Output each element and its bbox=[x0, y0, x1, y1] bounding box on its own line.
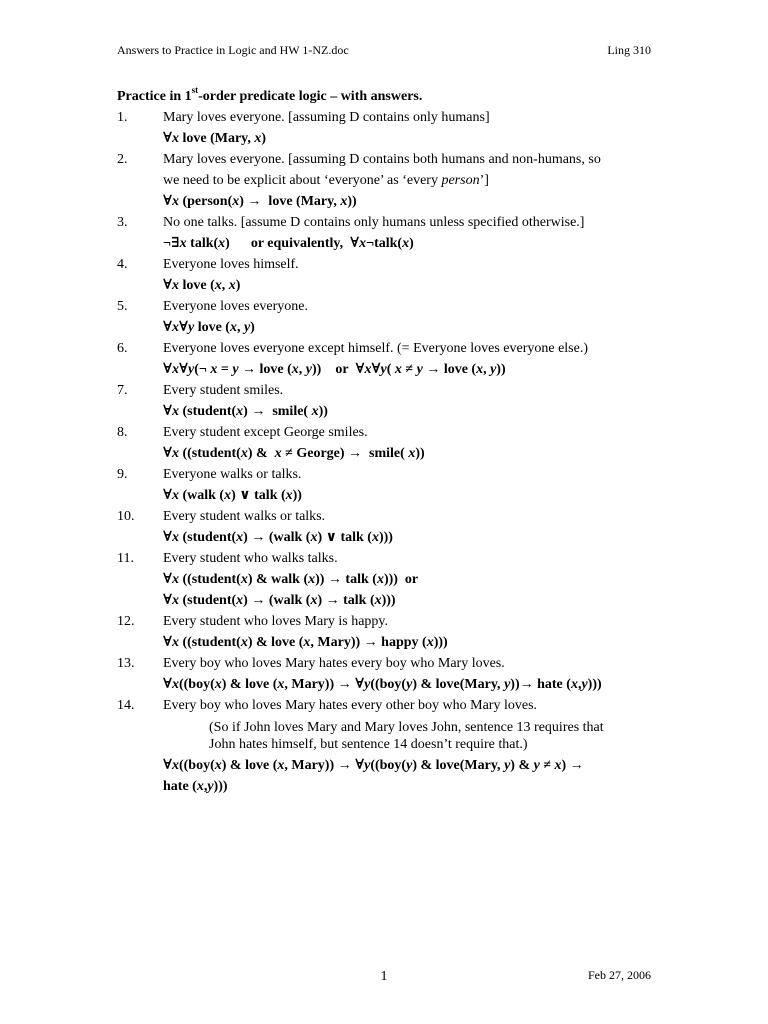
sentence: Every boy who loves Mary hates every boy who Mary loves. bbox=[163, 656, 505, 671]
item-number: 1. bbox=[117, 110, 128, 125]
formula: ∀x((boy(x) & love (x, Mary)) → ∀y((boy(y) & love(Mary, y) & y ≠ x) → bbox=[163, 758, 584, 773]
item-number: 12. bbox=[117, 614, 135, 629]
exercise-6 bbox=[117, 338, 657, 380]
sentence: Every student who walks talks. bbox=[163, 551, 338, 566]
formula: ∀x (student(x) → smile( x)) bbox=[163, 404, 328, 419]
formula: ∀x love (Mary, x) bbox=[163, 131, 267, 146]
formula: ∀x∀y(¬ x = y → love (x, y)) or ∀x∀y( x ≠ y → love (x, y)) bbox=[163, 362, 506, 377]
exercise-2 bbox=[117, 149, 657, 212]
exercise-4 bbox=[117, 254, 657, 296]
exercise-13 bbox=[117, 653, 657, 695]
sentence: Mary loves everyone. [assuming D contains only humans] bbox=[163, 110, 490, 125]
exercise-8 bbox=[117, 422, 657, 464]
item-number: 10. bbox=[117, 509, 135, 524]
sentence: Mary loves everyone. [assuming D contains both humans and non-humans, so bbox=[163, 152, 601, 167]
page-title: Practice in 1st-order predicate logic – with answers. bbox=[117, 85, 423, 104]
formula: ¬∃x talk(x) or equivalently, ∀x¬talk(x) bbox=[163, 236, 414, 251]
exercise-5 bbox=[117, 296, 657, 338]
formula: ∀x ((student(x) & walk (x)) → talk (x))) or bbox=[163, 572, 419, 587]
document-date: Feb 27, 2006 bbox=[588, 968, 651, 982]
document-filename: Answers to Practice in Logic and HW 1-NZ.doc bbox=[117, 43, 349, 57]
exercise-10 bbox=[117, 506, 657, 548]
sentence: Every boy who loves Mary hates every other boy who Mary loves. bbox=[163, 698, 538, 713]
sentence: Everyone loves everyone. bbox=[163, 299, 308, 314]
item-number: 7. bbox=[117, 383, 128, 398]
sentence: Every student except George smiles. bbox=[163, 425, 368, 440]
course-code: Ling 310 bbox=[607, 43, 651, 57]
formula-alternative: ∀x (student(x) → (walk (x) → talk (x))) bbox=[163, 593, 396, 608]
item-number: 3. bbox=[117, 215, 128, 230]
item-number: 6. bbox=[117, 341, 128, 356]
explanatory-note: (So if John loves Mary and Mary loves John, sentence 13 requires that John hates himself, but sentence 14 doesn’t require that.) bbox=[209, 720, 604, 752]
item-number: 14. bbox=[117, 698, 135, 713]
item-number: 4. bbox=[117, 257, 128, 272]
formula-continued: hate (x,y))) bbox=[163, 779, 228, 794]
sentence: Every student smiles. bbox=[163, 383, 284, 398]
sentence: Every student who loves Mary is happy. bbox=[163, 614, 388, 629]
sentence-continued: we need to be explicit about ‘everyone’ as ‘every person’] bbox=[163, 173, 489, 188]
formula: ∀x (person(x) → love (Mary, x)) bbox=[163, 194, 357, 209]
page-number: 1 bbox=[380, 969, 388, 984]
exercise-12 bbox=[117, 611, 657, 653]
sentence: Everyone loves everyone except himself. (= Everyone loves everyone else.) bbox=[163, 341, 589, 356]
item-number: 5. bbox=[117, 299, 128, 314]
formula: ∀x ((student(x) & x ≠ George) → smile( x)) bbox=[163, 446, 425, 461]
document-body bbox=[117, 86, 657, 797]
formula: ∀x ((student(x) & love (x, Mary)) → happy (x))) bbox=[163, 635, 448, 650]
page-header bbox=[117, 43, 651, 58]
exercise-3 bbox=[117, 212, 657, 254]
exercise-1 bbox=[117, 107, 657, 149]
item-number: 13. bbox=[117, 656, 135, 671]
formula: ∀x love (x, x) bbox=[163, 278, 241, 293]
item-number: 2. bbox=[117, 152, 128, 167]
sentence: Everyone walks or talks. bbox=[163, 467, 302, 482]
item-number: 11. bbox=[117, 551, 134, 566]
formula: ∀x((boy(x) & love (x, Mary)) → ∀y((boy(y) & love(Mary, y))→ hate (x,y))) bbox=[163, 677, 602, 692]
sentence: No one talks. [assume D contains only humans unless specified otherwise.] bbox=[163, 215, 585, 230]
formula: ∀x∀y love (x, y) bbox=[163, 320, 255, 335]
sentence: Every student walks or talks. bbox=[163, 509, 326, 524]
formula: ∀x (walk (x) ∨ talk (x)) bbox=[163, 488, 302, 503]
item-number: 8. bbox=[117, 425, 128, 440]
exercise-14 bbox=[117, 695, 657, 797]
formula: ∀x (student(x) → (walk (x) ∨ talk (x))) bbox=[163, 530, 393, 545]
exercise-11 bbox=[117, 548, 657, 611]
exercise-9 bbox=[117, 464, 657, 506]
sentence: Everyone loves himself. bbox=[163, 257, 299, 272]
exercise-7 bbox=[117, 380, 657, 422]
item-number: 9. bbox=[117, 467, 128, 482]
